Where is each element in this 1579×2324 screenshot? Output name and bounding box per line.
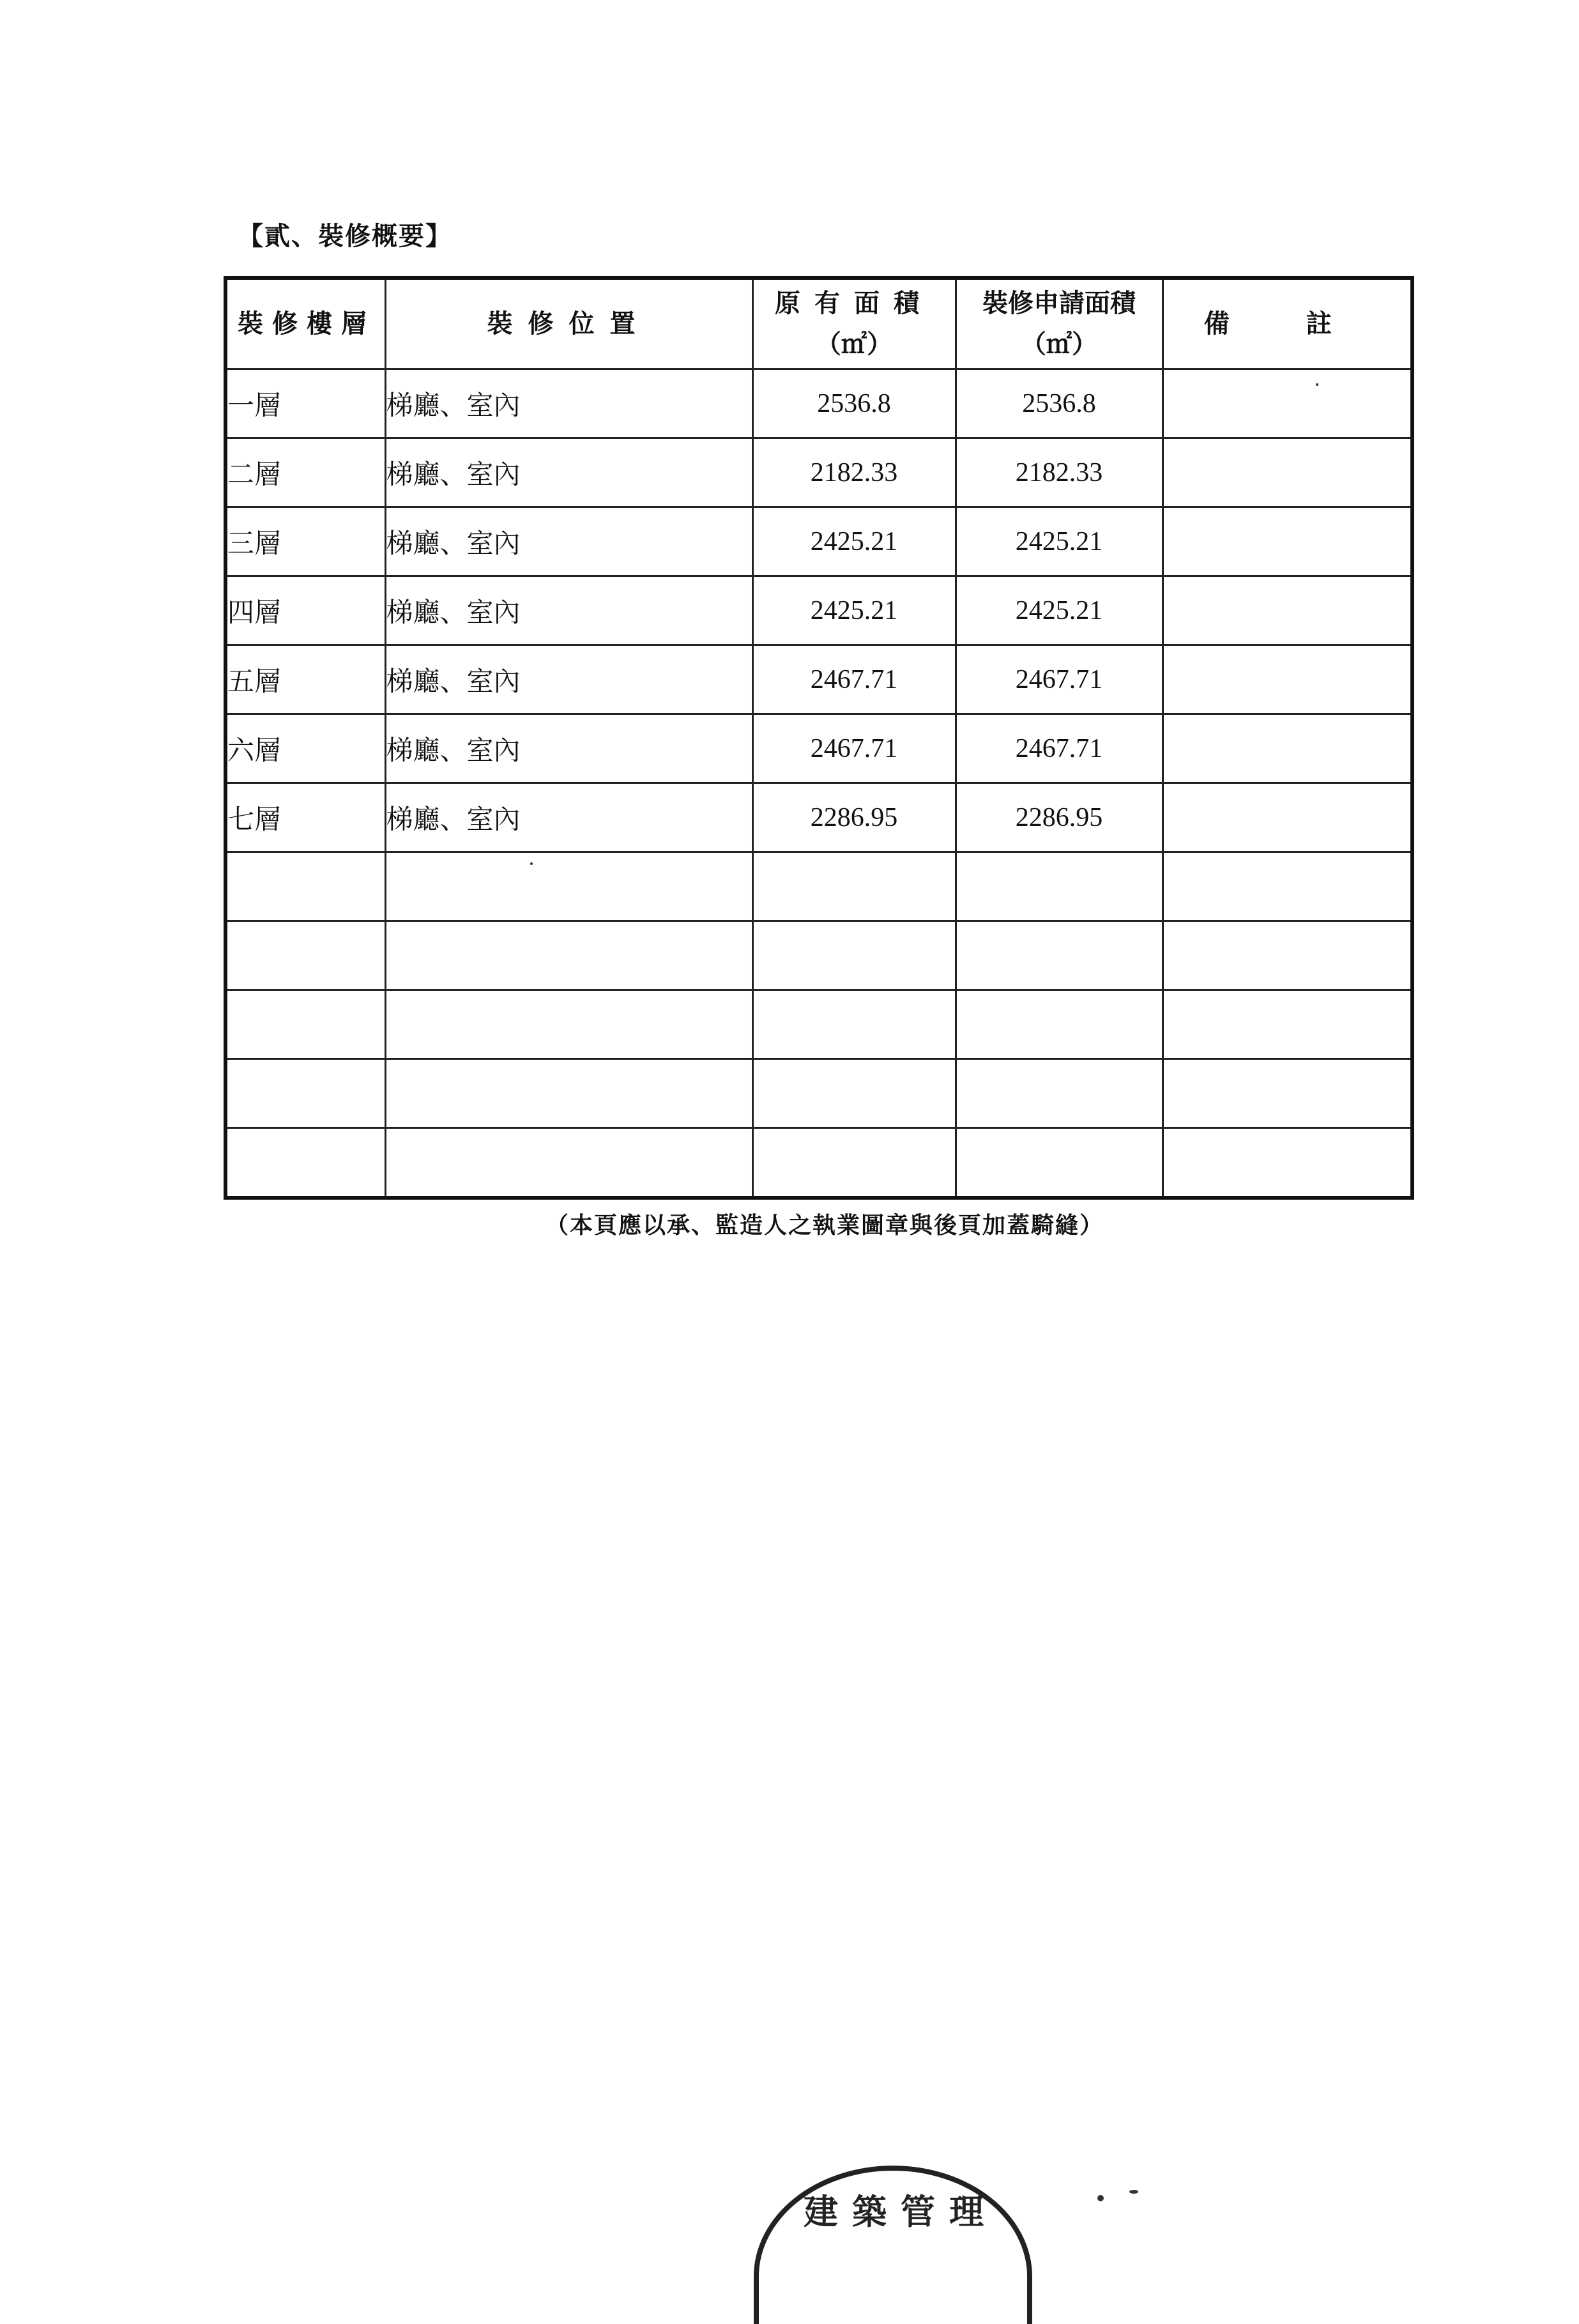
header-applied-area-label: 裝修申請面積 (982, 288, 1136, 318)
cell-applied-area (956, 990, 1163, 1059)
cell-original-area: 2467.71 (752, 714, 956, 783)
table-row (225, 852, 1412, 921)
cell-original-area (752, 852, 956, 921)
cell-applied-area: 2467.71 (956, 645, 1163, 714)
table-row (225, 921, 1412, 990)
header-applied-area (956, 278, 1163, 369)
scan-speck (530, 862, 533, 865)
cell-applied-area: 2467.71 (956, 714, 1163, 783)
header-floor: 裝修樓層 (225, 278, 385, 369)
cell-position (385, 1128, 752, 1198)
table-row (225, 369, 1412, 438)
header-original-area (752, 278, 956, 369)
cell-original-area: 2425.21 (752, 576, 956, 645)
cell-original-area (752, 990, 956, 1059)
cell-position: 梯廳、室內 (385, 714, 752, 783)
cell-remarks (1163, 852, 1412, 921)
cell-floor: 四層 (225, 576, 385, 645)
cell-original-area (752, 1059, 956, 1128)
cell-applied-area (956, 1059, 1163, 1128)
cell-original-area (752, 1128, 956, 1198)
cell-original-area: 2536.8 (752, 369, 956, 438)
header-original-area-unit: （㎡） (816, 329, 892, 359)
table-header-row (225, 278, 1412, 369)
cell-remarks (1163, 438, 1412, 507)
cell-floor (225, 990, 385, 1059)
cell-original-area: 2467.71 (752, 645, 956, 714)
footnote: （本頁應以承、監造人之執業圖章與後頁加蓋騎縫） (545, 1212, 1104, 1239)
cell-position: 梯廳、室內 (385, 438, 752, 507)
cell-floor (225, 921, 385, 990)
cell-remarks (1163, 783, 1412, 852)
cell-position: 梯廳、室內 (385, 645, 752, 714)
seal-text: 建築管理 (804, 2191, 998, 2232)
cell-floor: 七層 (225, 783, 385, 852)
cell-position (385, 1059, 752, 1128)
cell-floor: 六層 (225, 714, 385, 783)
cell-remarks (1163, 507, 1412, 576)
scan-speck (1097, 2195, 1104, 2201)
table-row (225, 645, 1412, 714)
cell-floor: 二層 (225, 438, 385, 507)
cell-original-area: 2425.21 (752, 507, 956, 576)
cell-original-area: 2286.95 (752, 783, 956, 852)
cell-position (385, 852, 752, 921)
official-seal-stamp (754, 2166, 1032, 2324)
cell-applied-area: 2536.8 (956, 369, 1163, 438)
cell-remarks (1163, 645, 1412, 714)
cell-position: 梯廳、室內 (385, 783, 752, 852)
header-remarks: 備註 (1163, 278, 1412, 369)
cell-floor: 五層 (225, 645, 385, 714)
cell-applied-area: 2425.21 (956, 507, 1163, 576)
table-row (225, 1128, 1412, 1198)
section-title: 【貳、裝修概要】 (238, 221, 452, 251)
cell-position (385, 921, 752, 990)
cell-floor (225, 1059, 385, 1128)
table-row (225, 783, 1412, 852)
header-original-area-label: 原有面積 (775, 288, 933, 318)
cell-applied-area: 2425.21 (956, 576, 1163, 645)
table-row (225, 1059, 1412, 1128)
cell-position: 梯廳、室內 (385, 576, 752, 645)
cell-position: 梯廳、室內 (385, 507, 752, 576)
cell-applied-area (956, 1128, 1163, 1198)
cell-remarks (1163, 714, 1412, 783)
cell-remarks (1163, 369, 1412, 438)
cell-position (385, 990, 752, 1059)
cell-applied-area (956, 921, 1163, 990)
cell-floor: 三層 (225, 507, 385, 576)
renovation-summary-table (224, 276, 1414, 1200)
cell-remarks (1163, 1059, 1412, 1128)
table-row (225, 507, 1412, 576)
cell-floor (225, 1128, 385, 1198)
cell-applied-area: 2182.33 (956, 438, 1163, 507)
cell-floor (225, 852, 385, 921)
table-row (225, 714, 1412, 783)
table-row (225, 990, 1412, 1059)
cell-remarks (1163, 921, 1412, 990)
scan-speck (1129, 2190, 1138, 2194)
cell-floor: 一層 (225, 369, 385, 438)
table-row (225, 576, 1412, 645)
cell-original-area: 2182.33 (752, 438, 956, 507)
cell-position: 梯廳、室內 (385, 369, 752, 438)
cell-remarks (1163, 1128, 1412, 1198)
cell-applied-area: 2286.95 (956, 783, 1163, 852)
header-position: 裝修位置 (385, 278, 752, 369)
table-row (225, 438, 1412, 507)
cell-remarks (1163, 576, 1412, 645)
cell-remarks (1163, 990, 1412, 1059)
scan-speck (1316, 383, 1318, 386)
header-applied-area-unit: （㎡） (1021, 329, 1097, 359)
cell-original-area (752, 921, 956, 990)
cell-applied-area (956, 852, 1163, 921)
